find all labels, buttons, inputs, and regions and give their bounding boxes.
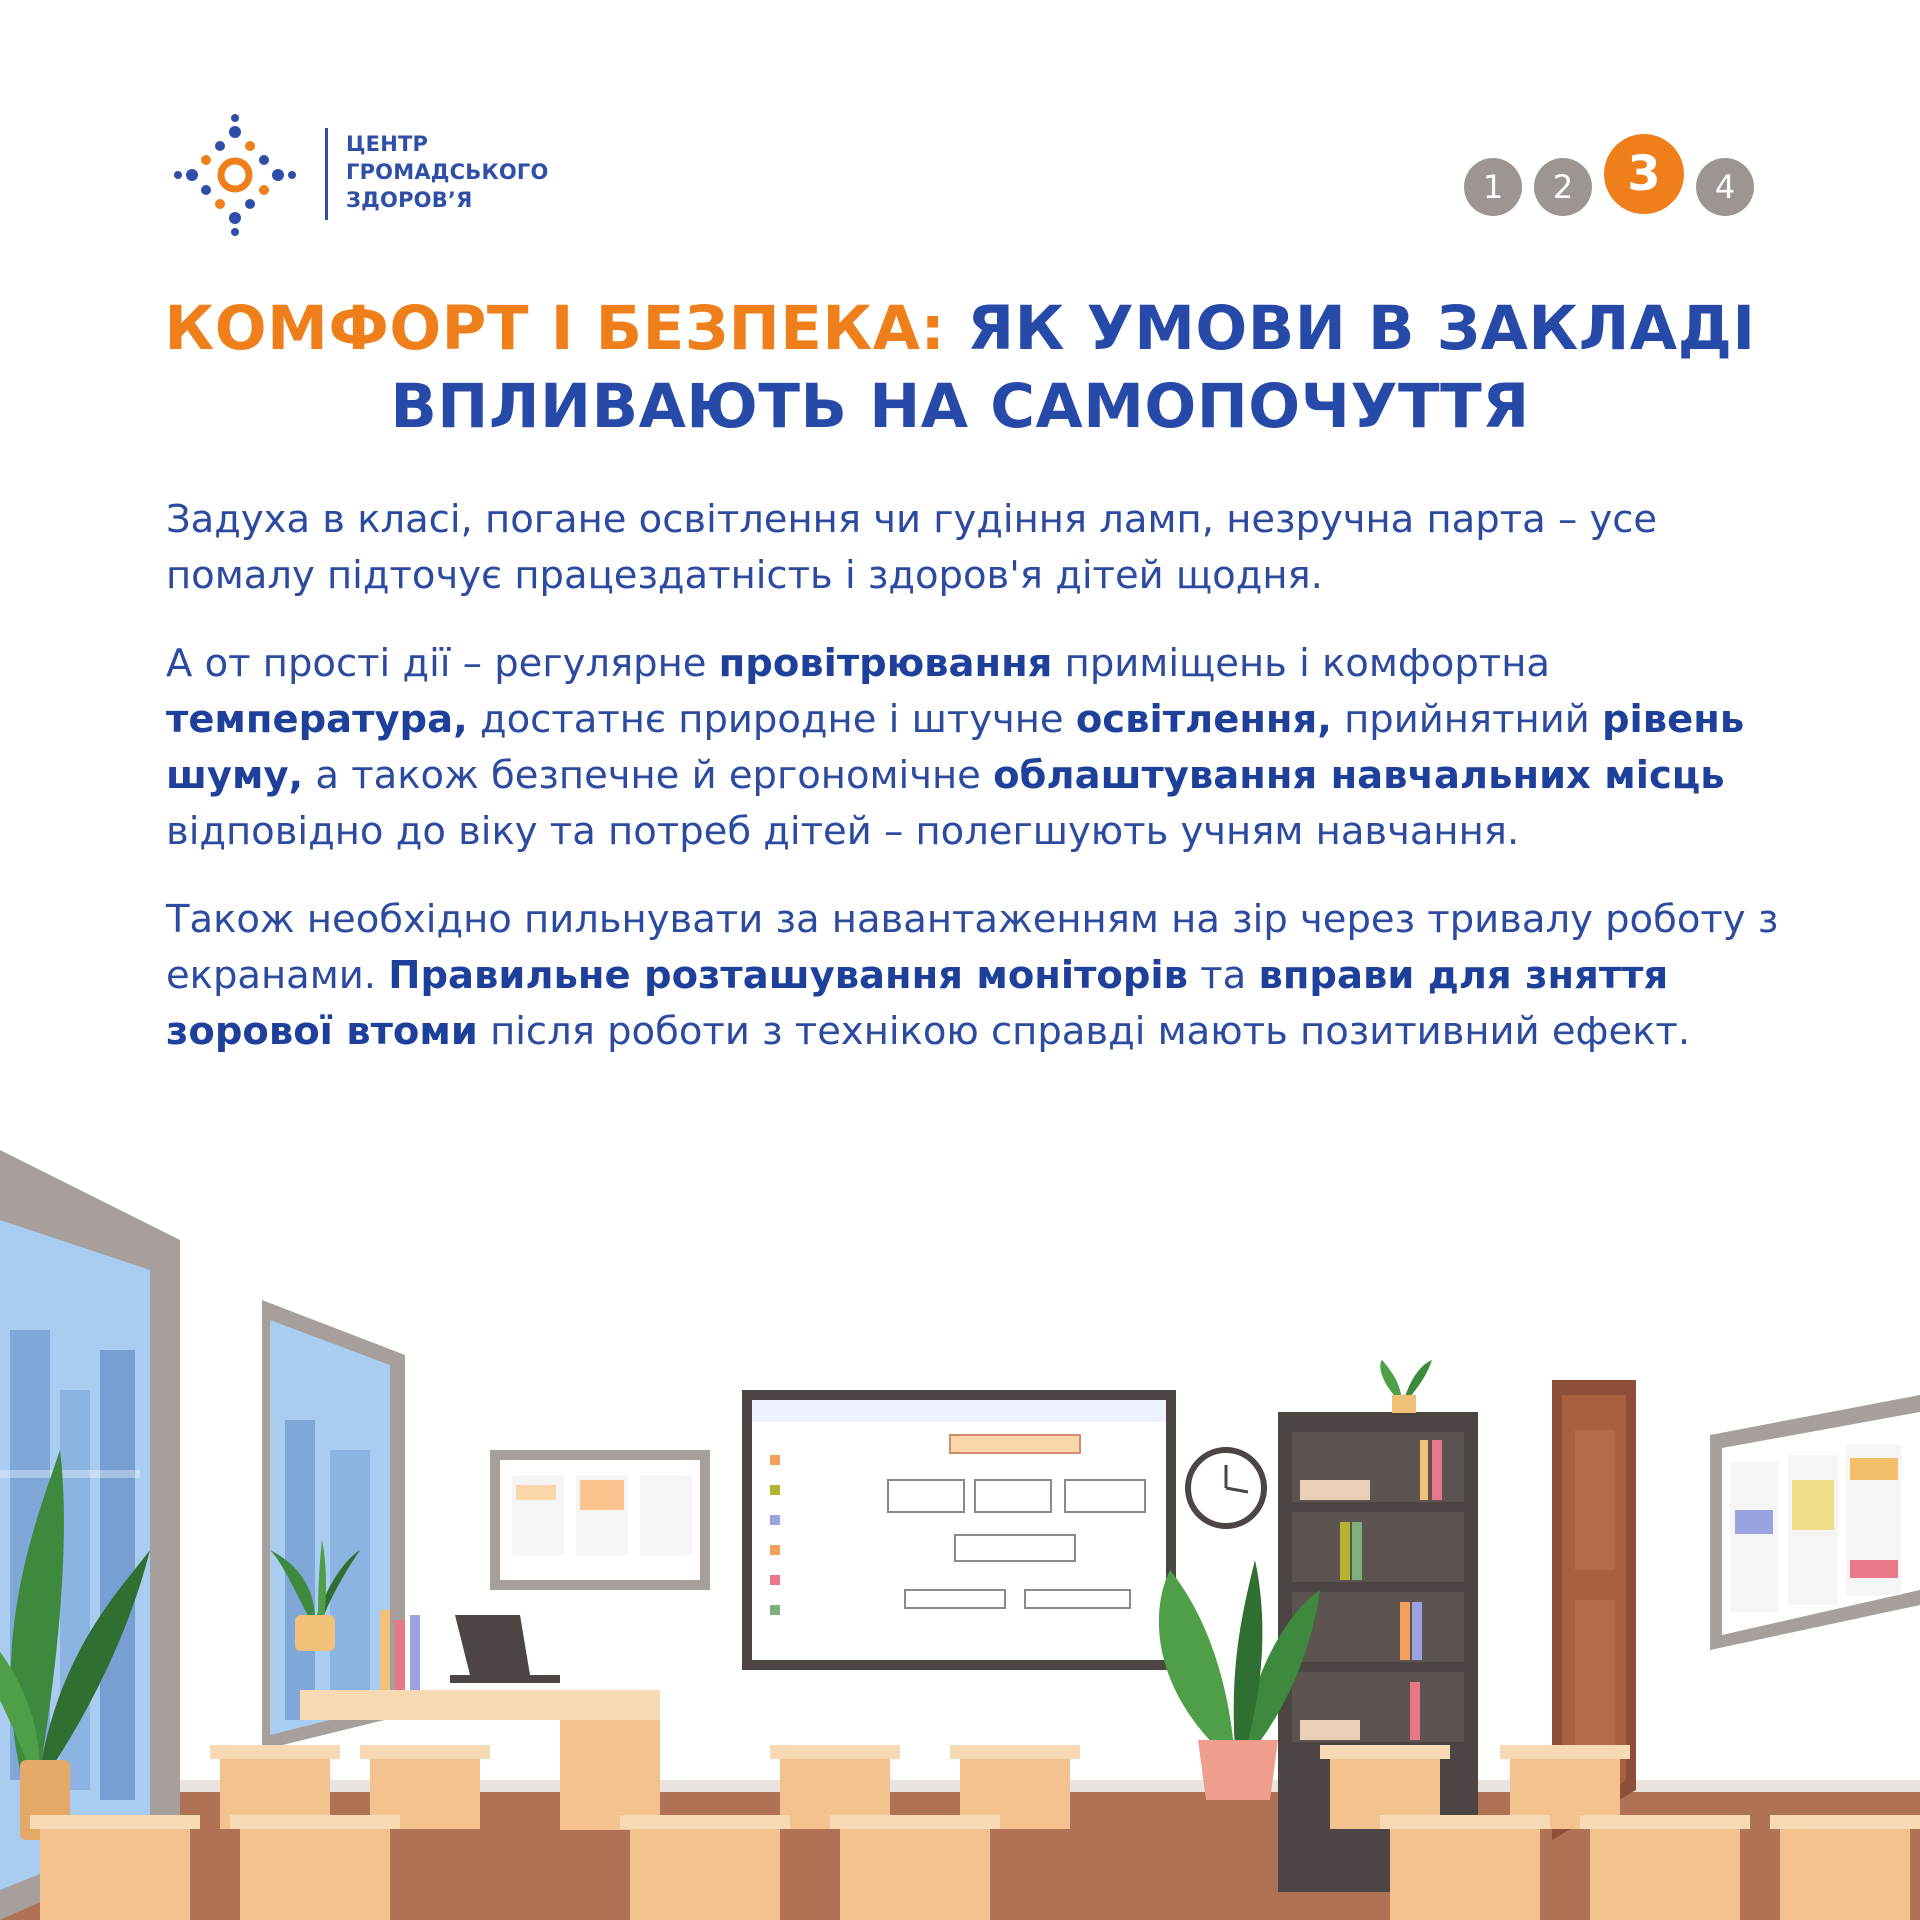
text-run: прийнятний	[1331, 697, 1602, 742]
logo-dots-icon	[172, 112, 298, 238]
logo-dot	[288, 171, 296, 179]
desk-top	[1500, 1745, 1630, 1759]
text-run: Задуха в класі, погане освітлення чи гудіння ламп, незручна парта – усе помалу підточує працездатність і здоров'я дітей щодня.	[166, 497, 1658, 598]
desk-top	[1580, 1815, 1750, 1829]
body-text	[166, 492, 1786, 1092]
logo-ring	[221, 161, 249, 189]
bold-run: провітрювання	[718, 641, 1053, 686]
desk-chair	[1390, 1829, 1540, 1920]
page-title	[150, 290, 1770, 446]
logo-dot	[231, 228, 239, 236]
desk-chair	[1780, 1829, 1910, 1920]
text-run: та	[1187, 953, 1259, 998]
logo-dot	[245, 199, 255, 209]
step-indicator	[1460, 132, 1760, 222]
step-3-current: 3	[1604, 134, 1684, 214]
paragraph-2	[166, 636, 1786, 860]
text-run: Також необхідно пильнувати за навантаженням на зір через тривалу роботу з екранами.	[166, 897, 1779, 998]
step-1: 1	[1464, 158, 1522, 216]
paragraph-3	[166, 892, 1786, 1060]
logo-dot	[229, 212, 241, 224]
text-run: А от прості дії – регулярне	[166, 641, 719, 686]
desk-chair	[840, 1829, 990, 1920]
logo-dot	[186, 169, 198, 181]
logo-divider	[325, 128, 328, 220]
desk-top	[950, 1745, 1080, 1759]
text-run: після роботи з технікою справді мають позитивний ефект.	[477, 1009, 1691, 1054]
logo-dot	[259, 185, 269, 195]
title-line-1	[150, 290, 1770, 368]
logo-dot	[174, 171, 182, 179]
desk-top	[620, 1815, 790, 1829]
notice-board-left	[490, 1450, 710, 1590]
desk-top	[770, 1745, 900, 1759]
logo-dot	[201, 155, 211, 165]
title-line-1-rest: ЯК УМОВИ В ЗАКЛАДІ	[967, 293, 1756, 364]
text-run: а також безпечне й ергономічне	[303, 753, 994, 798]
clock-icon	[1188, 1450, 1264, 1526]
text-run: відповідно до віку та потреб дітей – полегшують учням навчання.	[166, 809, 1520, 854]
title-accent: КОМФОРТ І БЕЗПЕКА:	[164, 293, 946, 364]
logo-line: ЦЕНТР	[346, 132, 429, 156]
notice-board-right	[1710, 1395, 1920, 1650]
desk-top	[30, 1815, 200, 1829]
logo-dot	[229, 126, 241, 138]
logo	[172, 112, 572, 242]
desk-top	[210, 1745, 340, 1759]
desk-chair	[630, 1829, 780, 1920]
logo-dot	[201, 185, 211, 195]
logo-dot	[259, 155, 269, 165]
whiteboard	[742, 1390, 1176, 1670]
classroom-illustration	[0, 1150, 1920, 1920]
logo-dot	[245, 141, 255, 151]
text-run: приміщень і комфортна	[1052, 641, 1550, 686]
desk-chair	[1590, 1829, 1740, 1920]
step-2: 2	[1534, 158, 1592, 216]
desk-top	[830, 1815, 1000, 1829]
desk-top	[1320, 1745, 1450, 1759]
paragraph-1	[166, 492, 1786, 604]
text-run: достатнє природне і штучне	[467, 697, 1076, 742]
bold-run: температура,	[166, 697, 468, 742]
student-desks	[30, 1745, 1920, 1920]
logo-dot	[231, 114, 239, 122]
logo-text	[346, 130, 549, 214]
desk-chair	[40, 1829, 190, 1920]
logo-line: ЗДОРОВ’Я	[346, 188, 473, 212]
title-line-2: ВПЛИВАЮТЬ НА САМОПОЧУТТЯ	[390, 371, 1530, 442]
bold-run: освітлення,	[1075, 697, 1332, 742]
desk-top	[360, 1745, 490, 1759]
desk-chair	[240, 1829, 390, 1920]
desk-top	[1770, 1815, 1920, 1829]
bold-run: облаштування навчальних місць	[993, 753, 1725, 798]
logo-dot	[215, 199, 225, 209]
step-4: 4	[1696, 158, 1754, 216]
desk-top	[1380, 1815, 1550, 1829]
logo-dot	[215, 141, 225, 151]
bold-run: рівень шуму,	[166, 697, 1745, 798]
bold-run: вправи для зняття зорової втоми	[166, 953, 1669, 1054]
logo-line: ГРОМАДСЬКОГО	[346, 160, 549, 184]
logo-dot	[272, 169, 284, 181]
bold-run: Правильне розташування моніторів	[388, 953, 1188, 998]
desk-top	[230, 1815, 400, 1829]
